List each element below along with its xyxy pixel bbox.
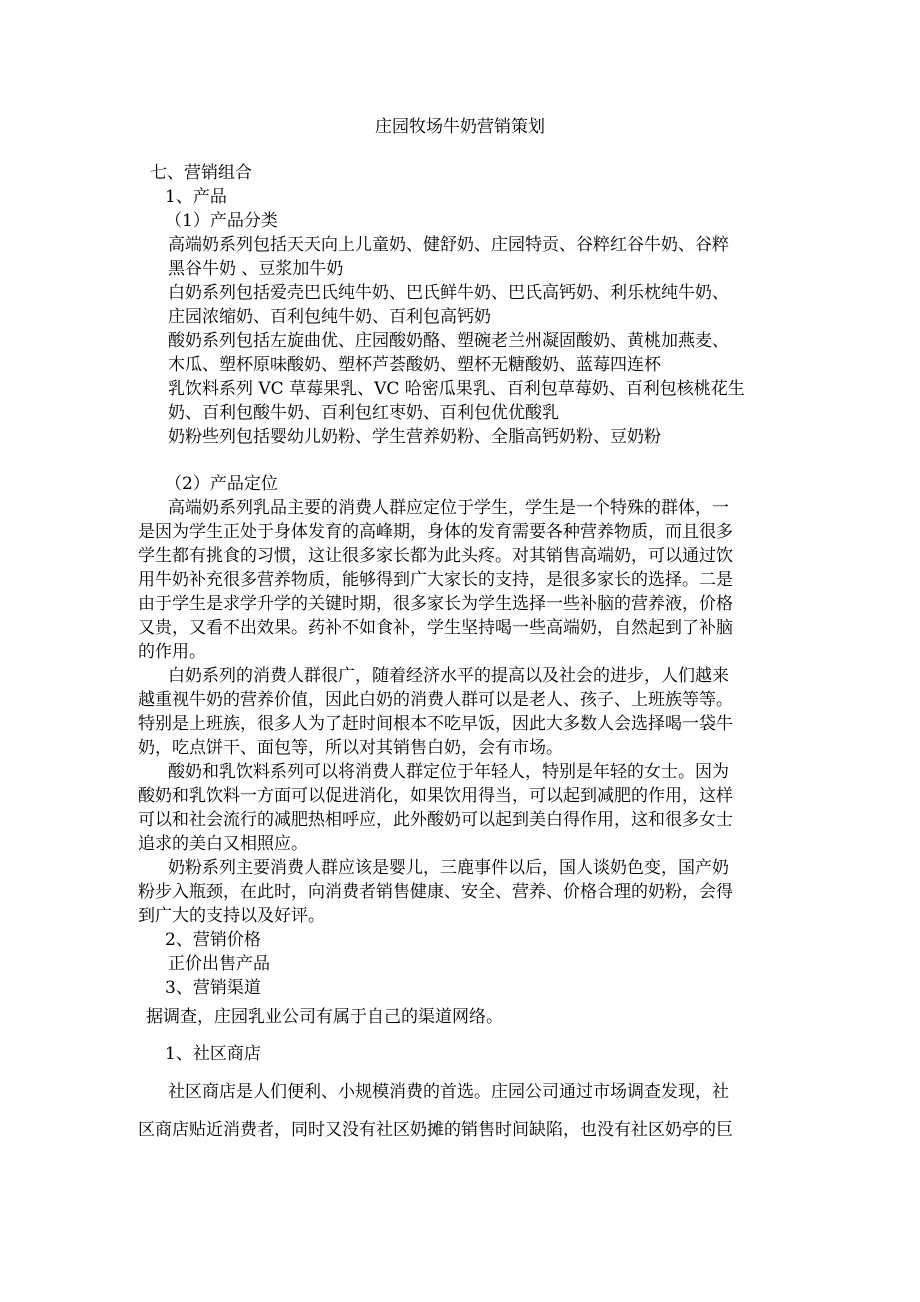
subsection-heading-channel: 3、营销渠道 [165, 978, 261, 998]
paragraph-line: 奶粉些列包括婴幼儿奶粉、学生营养奶粉、全脂高钙奶粉、豆奶粉 [168, 427, 661, 447]
paragraph-line: 粉步入瓶颈，在此时，向消费者销售健康、安全、营养、价格合理的奶粉，会得 [138, 882, 733, 902]
channel-text: 据调查，庄园乳业公司有属于自己的渠道网络。 [146, 1007, 503, 1027]
price-text: 正价出售产品 [168, 954, 270, 974]
paragraph-line: 黑谷牛奶 、豆浆加牛奶 [168, 259, 344, 279]
paragraph-line: 酸奶系列包括左旋曲优、庄园酸奶酪、塑碗老兰州凝固酸奶、黄桃加燕麦、 [168, 331, 729, 351]
paragraph-line: 白奶系列的消费人群很广，随着经济水平的提高以及社会的进步，人们越来 [168, 666, 729, 686]
paragraph-line: 酸奶和乳饮料一方面可以促进消化，如果饮用得当，可以起到减肥的作用，这样 [138, 786, 733, 806]
document-title: 庄园牧场牛奶营销策划 [375, 117, 545, 137]
subsection-heading-positioning: （2）产品定位 [165, 474, 278, 494]
paragraph-line: 奶，吃点饼干、面包等，所以对其销售白奶，会有市场。 [138, 738, 563, 758]
section-heading-marketing-mix: 七、营销组合 [150, 163, 252, 183]
subsection-heading-classification: （1）产品分类 [165, 211, 278, 231]
subsection-heading-product: 1、产品 [165, 187, 227, 207]
paragraph-line: 是因为学生正处于身体发育的高峰期，身体的发育需要各种营养物质，而且很多 [138, 522, 733, 542]
paragraph-line: 奶、百利包酸牛奶、百利包红枣奶、百利包优优酸乳 [168, 403, 559, 423]
paragraph-line: 庄园浓缩奶、百利包纯牛奶、百利包高钙奶 [168, 307, 491, 327]
paragraph-line: 越重视牛奶的营养价值，因此白奶的消费人群可以是老人、孩子、上班族等等。 [138, 690, 733, 710]
paragraph-line: 可以和社会流行的减肥热相呼应，此外酸奶可以起到美白得作用，这和很多女士 [138, 810, 733, 830]
paragraph-line: 区商店贴近消费者，同时又没有社区奶摊的销售时间缺陷，也没有社区奶亭的巨 [138, 1120, 733, 1140]
paragraph-line: 到广大的支持以及好评。 [138, 906, 325, 926]
paragraph-line: 高端奶系列包括天天向上儿童奶、健舒奶、庄园特贡、谷粹红谷牛奶、谷粹 [168, 235, 729, 255]
paragraph-line: 白奶系列包括爱壳巴氏纯牛奶、巴氏鲜牛奶、巴氏高钙奶、利乐枕纯牛奶、 [168, 283, 729, 303]
paragraph-line: 木瓜、塑杯原味酸奶、塑杯芦荟酸奶、塑杯无糖酸奶、蓝莓四连杯 [168, 355, 661, 375]
subsection-heading-price: 2、营销价格 [165, 930, 261, 950]
paragraph-line: 追求的美白又相照应。 [138, 834, 308, 854]
paragraph-line: 的作用。 [138, 642, 206, 662]
paragraph-line: 特别是上班族，很多人为了赶时间根本不吃早饭，因此大多数人会选择喝一袋牛 [138, 714, 733, 734]
subsection-heading-community-store: 1、社区商店 [165, 1044, 261, 1064]
paragraph-line: 奶粉系列主要消费人群应该是婴儿，三鹿事件以后，国人谈奶色变，国产奶 [168, 858, 729, 878]
paragraph-line: 乳饮料系列 VC 草莓果乳、VC 哈密瓜果乳、百利包草莓奶、百利包核桃花生 [168, 379, 745, 399]
paragraph-line: 又贵，又看不出效果。药补不如食补，学生坚持喝一些高端奶，自然起到了补脑 [138, 618, 733, 638]
paragraph-line: 社区商店是人们便利、小规模消费的首选。庄园公司通过市场调查发现，社 [168, 1082, 729, 1102]
paragraph-line: 高端奶系列乳品主要的消费人群应定位于学生，学生是一个特殊的群体，一 [168, 498, 729, 518]
paragraph-line: 酸奶和乳饮料系列可以将消费人群定位于年轻人，特别是年轻的女士。因为 [168, 762, 729, 782]
paragraph-line: 用牛奶补充很多营养物质，能够得到广大家长的支持，是很多家长的选择。二是 [138, 570, 733, 590]
paragraph-line: 由于学生是求学升学的关键时期，很多家长为学生选择一些补脑的营养液，价格 [138, 594, 733, 614]
paragraph-line: 学生都有挑食的习惯，这让很多家长都为此头疼。对其销售高端奶，可以通过饮 [138, 546, 733, 566]
